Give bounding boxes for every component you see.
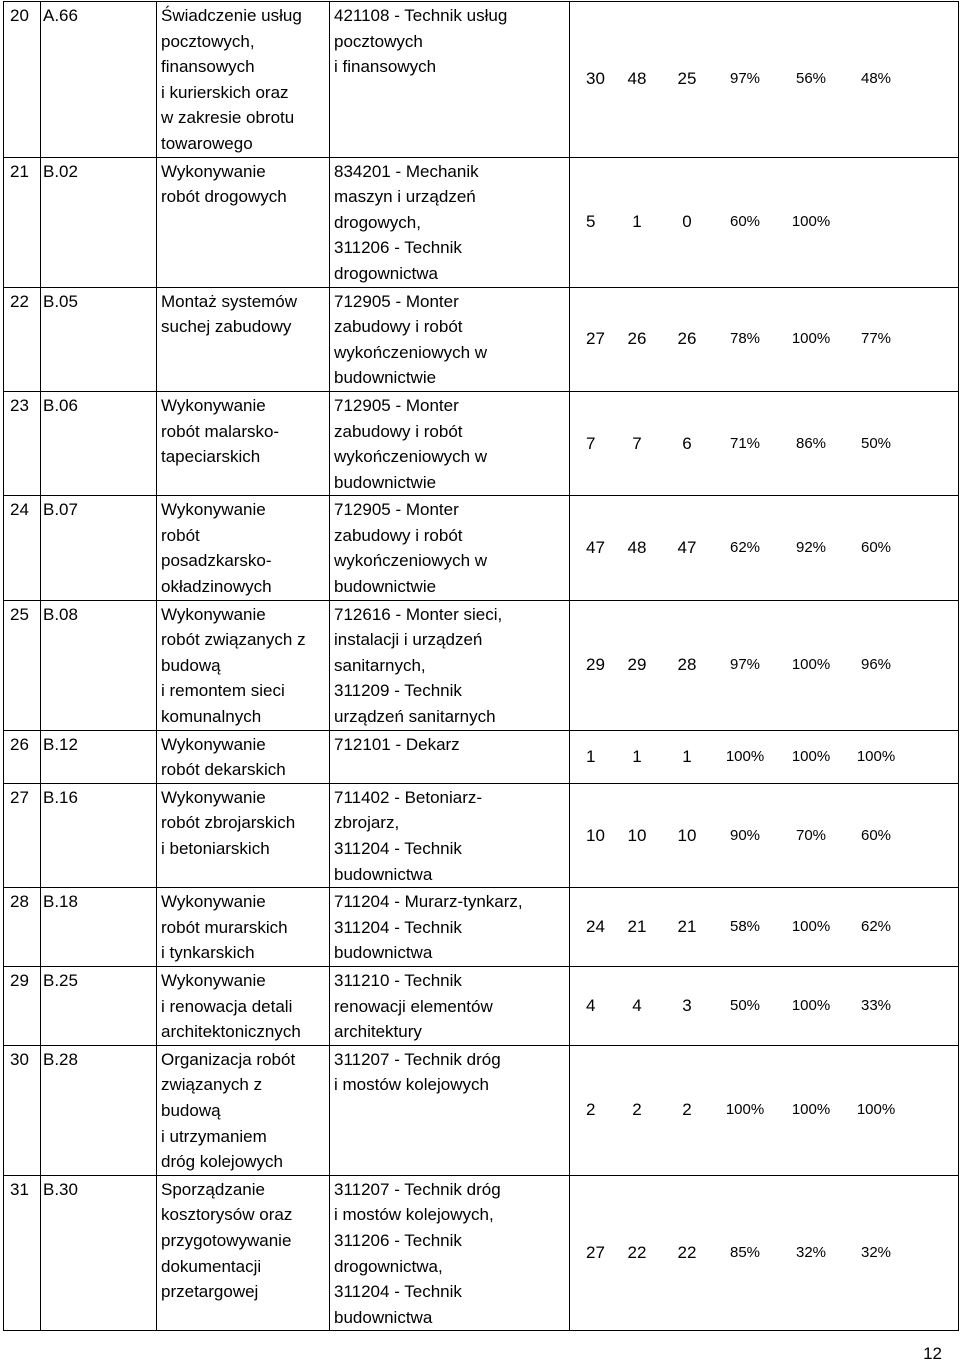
- qualification-name-line: dokumentacji: [161, 1256, 262, 1276]
- stat-percent-2: 100%: [791, 213, 831, 231]
- stats-line: [570, 914, 958, 940]
- stat-percent-2: 100%: [791, 918, 831, 936]
- qualification-name-line: robót: [161, 525, 200, 545]
- qualification-name-line: robót dekarskich: [161, 760, 286, 780]
- qualification-name-line: i renowacja detali: [161, 996, 293, 1016]
- stats-line: [570, 1097, 958, 1123]
- profession-line: wykończeniowych w: [334, 551, 488, 571]
- row-number: 25: [4, 600, 41, 730]
- qualification-name-line: robót drogowych: [161, 187, 287, 207]
- qualification-name-line: budową: [161, 1100, 221, 1120]
- qualification-code: B.08: [41, 600, 157, 730]
- stats-line: [570, 535, 958, 561]
- qualification-name-line: posadzkarsko-: [161, 551, 272, 571]
- stat-percent-1: 97%: [729, 70, 761, 88]
- profession-list: [330, 783, 570, 887]
- qualification-name-line: robót zbrojarskich: [161, 813, 296, 833]
- qualification-name: [157, 391, 330, 495]
- stat-count-3: 47: [677, 538, 697, 558]
- qualification-name-line: Wykonywanie: [161, 734, 266, 754]
- qualification-name: [157, 730, 330, 783]
- stat-percent-1: 60%: [729, 213, 761, 231]
- table-row: [4, 730, 959, 783]
- stat-count-1: 30: [586, 69, 605, 89]
- stats-line: [570, 66, 958, 92]
- qualification-name-line: Wykonywanie: [161, 161, 266, 181]
- exam-statistics: [570, 2, 959, 158]
- stat-count-3: 28: [677, 655, 697, 675]
- qualification-name-line: i remontem sieci: [161, 681, 285, 701]
- stat-percent-2: 100%: [791, 997, 831, 1015]
- stat-count-3: 3: [682, 996, 692, 1016]
- qualification-name-line: i utrzymaniem: [161, 1126, 267, 1146]
- qualification-name: [157, 1175, 330, 1331]
- row-number: 24: [4, 496, 41, 600]
- exam-statistics: [570, 1175, 959, 1331]
- exam-statistics: [570, 783, 959, 887]
- row-number: 23: [4, 391, 41, 495]
- qualification-name-line: tapeciarskich: [161, 447, 261, 467]
- stat-count-2: 10: [627, 825, 647, 845]
- profession-line: 712616 - Monter sieci,: [334, 604, 503, 624]
- profession-line: maszyn i urządzeń: [334, 187, 476, 207]
- stat-count-3: 6: [682, 433, 692, 453]
- qualification-name-line: okładzinowych: [161, 577, 272, 597]
- qualification-name-line: budową: [161, 655, 221, 675]
- profession-line: 311207 - Technik dróg: [334, 1179, 501, 1199]
- profession-line: i finansowych: [334, 57, 437, 77]
- qualification-code: B.16: [41, 783, 157, 887]
- stat-count-3: 2: [682, 1100, 692, 1120]
- qualification-name-line: Wykonywanie: [161, 970, 266, 990]
- profession-line: 311204 - Technik: [334, 917, 462, 937]
- profession-line: budownictwa: [334, 1307, 433, 1327]
- profession-line: drogowych,: [334, 212, 421, 232]
- profession-list: [330, 730, 570, 783]
- qualification-name-line: i kurierskich oraz: [161, 82, 289, 102]
- stat-percent-3: 60%: [860, 539, 892, 557]
- stat-count-1: 5: [586, 212, 596, 232]
- qualification-name-line: Organizacja robót: [161, 1049, 296, 1069]
- stat-count-1: 7: [586, 433, 596, 453]
- qualification-name: [157, 783, 330, 887]
- qualification-name-line: robót związanych z: [161, 630, 306, 650]
- stat-count-1: 10: [586, 825, 605, 845]
- qualification-name: [157, 157, 330, 287]
- qualification-name: [157, 2, 330, 158]
- row-number: 30: [4, 1045, 41, 1175]
- stat-count-3: 22: [677, 1243, 697, 1263]
- stat-percent-3: 100%: [856, 1101, 896, 1119]
- profession-list: [330, 600, 570, 730]
- profession-line: urządzeń sanitarnych: [334, 707, 496, 727]
- stat-count-3: 1: [682, 746, 692, 766]
- profession-list: [330, 391, 570, 495]
- profession-line: budownictwie: [334, 472, 437, 492]
- row-number: 21: [4, 157, 41, 287]
- profession-line: budownictwa: [334, 864, 433, 884]
- qualification-name-line: i tynkarskich: [161, 943, 255, 963]
- qualification-name-line: towarowego: [161, 133, 253, 153]
- profession-line: budownictwa: [334, 943, 433, 963]
- profession-line: budownictwie: [334, 368, 437, 388]
- table-body: [4, 2, 959, 1331]
- exam-statistics: [570, 157, 959, 287]
- stat-count-3: 0: [682, 212, 692, 232]
- qualification-name-line: przygotowywanie: [161, 1230, 292, 1250]
- stats-line: [570, 209, 958, 235]
- stat-count-1: 27: [586, 329, 605, 349]
- profession-list: [330, 966, 570, 1045]
- qualification-code: A.66: [41, 2, 157, 158]
- row-number: 31: [4, 1175, 41, 1331]
- stat-percent-2: 70%: [795, 826, 827, 844]
- qualification-code: B.28: [41, 1045, 157, 1175]
- profession-line: budownictwie: [334, 577, 437, 597]
- stats-line: [570, 744, 958, 770]
- profession-list: [330, 1175, 570, 1331]
- profession-list: [330, 2, 570, 158]
- qualification-name-line: w zakresie obrotu: [161, 108, 295, 128]
- stat-count-2: 21: [627, 917, 647, 937]
- qualification-name: [157, 966, 330, 1045]
- exam-statistics: [570, 966, 959, 1045]
- qualification-code: B.02: [41, 157, 157, 287]
- qualification-name-line: Wykonywanie: [161, 604, 266, 624]
- qualification-name: [157, 888, 330, 967]
- row-number: 22: [4, 287, 41, 391]
- qualification-name-line: pocztowych,: [161, 31, 255, 51]
- profession-line: instalacji i urządzeń: [334, 630, 483, 650]
- profession-line: 311210 - Technik: [334, 970, 462, 990]
- qualification-code: B.18: [41, 888, 157, 967]
- profession-line: zabudowy i robót: [334, 317, 463, 337]
- row-number: 28: [4, 888, 41, 967]
- qualification-name-line: komunalnych: [161, 707, 262, 727]
- stat-percent-2: 32%: [795, 1244, 827, 1262]
- exam-statistics: [570, 730, 959, 783]
- stat-count-1: 27: [586, 1243, 605, 1263]
- stat-count-2: 48: [627, 538, 647, 558]
- profession-list: [330, 888, 570, 967]
- qualification-name: [157, 600, 330, 730]
- profession-line: drogownictwa,: [334, 1256, 443, 1276]
- stat-count-2: 7: [632, 433, 642, 453]
- profession-line: 311204 - Technik: [334, 1282, 462, 1302]
- row-number: 26: [4, 730, 41, 783]
- profession-line: 311204 - Technik: [334, 839, 462, 858]
- stats-line: [570, 326, 958, 352]
- profession-line: 311206 - Technik: [334, 1230, 462, 1250]
- exam-statistics: [570, 287, 959, 391]
- profession-list: [330, 496, 570, 600]
- profession-line: 711402 - Betoniarz-: [334, 787, 483, 807]
- profession-line: zabudowy i robót: [334, 525, 463, 545]
- profession-line: 712905 - Monter: [334, 395, 459, 415]
- stat-percent-2: 100%: [791, 747, 831, 765]
- qualification-name: [157, 496, 330, 600]
- stat-percent-1: 100%: [725, 747, 765, 765]
- stats-line: [570, 823, 958, 849]
- profession-line: 311207 - Technik dróg: [334, 1049, 501, 1069]
- stat-percent-3: 96%: [860, 656, 892, 674]
- table-row: [4, 287, 959, 391]
- exam-statistics: [570, 1045, 959, 1175]
- profession-line: 311209 - Technik: [334, 681, 462, 701]
- qualification-name-line: Wykonywanie: [161, 892, 266, 912]
- stat-percent-2: 86%: [795, 434, 827, 452]
- profession-line: renowacji elementów: [334, 996, 493, 1016]
- exam-statistics: [570, 600, 959, 730]
- stat-percent-3: 50%: [860, 434, 892, 452]
- qualification-name-line: architektonicznych: [161, 1022, 301, 1042]
- profession-line: wykończeniowych w: [334, 447, 488, 467]
- row-number: 29: [4, 966, 41, 1045]
- profession-list: [330, 287, 570, 391]
- stat-count-2: 48: [627, 69, 647, 89]
- qualification-name-line: związanych z: [161, 1075, 263, 1095]
- qualification-code: B.05: [41, 287, 157, 391]
- stat-count-1: 29: [586, 655, 605, 675]
- qualification-name-line: Wykonywanie: [161, 395, 266, 415]
- qualification-name: [157, 1045, 330, 1175]
- profession-line: 712905 - Monter: [334, 291, 459, 311]
- stat-percent-3: 33%: [860, 997, 892, 1015]
- stat-count-3: 26: [677, 329, 697, 349]
- stat-count-3: 10: [677, 825, 697, 845]
- qualification-name-line: i betoniarskich: [161, 839, 270, 858]
- qualification-name-line: suchej zabudowy: [161, 317, 292, 337]
- stat-count-1: 2: [586, 1100, 596, 1120]
- profession-line: sanitarnych,: [334, 655, 426, 675]
- qualification-name-line: dróg kolejowych: [161, 1152, 283, 1172]
- qualification-name-line: Wykonywanie: [161, 787, 266, 807]
- table-row: [4, 966, 959, 1045]
- stat-percent-2: 100%: [791, 1101, 831, 1119]
- qualification-name-line: Wykonywanie: [161, 500, 266, 520]
- stat-count-2: 29: [627, 655, 647, 675]
- stat-count-1: 24: [586, 917, 605, 937]
- stat-percent-3: 77%: [860, 330, 892, 348]
- table-row: [4, 2, 959, 158]
- profession-line: 421108 - Technik usług: [334, 6, 508, 25]
- profession-list: [330, 157, 570, 287]
- stats-line: [570, 431, 958, 457]
- profession-line: i mostów kolejowych: [334, 1075, 489, 1095]
- stat-count-3: 21: [677, 917, 697, 937]
- profession-line: 711204 - Murarz-tynkarz,: [334, 892, 523, 912]
- profession-line: pocztowych: [334, 31, 423, 51]
- qualification-code: B.30: [41, 1175, 157, 1331]
- stats-line: [570, 1240, 958, 1266]
- stat-percent-1: 71%: [729, 434, 761, 452]
- stat-percent-2: 100%: [791, 656, 831, 674]
- stat-percent-1: 85%: [729, 1244, 761, 1262]
- qualification-name-line: Montaż systemów: [161, 291, 298, 311]
- stat-count-1: 4: [586, 996, 596, 1016]
- exam-statistics: [570, 496, 959, 600]
- qualification-name-line: Sporządzanie: [161, 1179, 265, 1199]
- qualification-code: B.25: [41, 966, 157, 1045]
- stat-count-2: 2: [632, 1100, 642, 1120]
- exam-statistics: [570, 391, 959, 495]
- profession-line: i mostów kolejowych,: [334, 1205, 494, 1225]
- stat-percent-3: 32%: [860, 1244, 892, 1262]
- stat-count-2: 1: [632, 212, 642, 232]
- qualification-name-line: Świadczenie usług: [161, 6, 302, 25]
- stats-line: [570, 652, 958, 678]
- qualification-code: B.06: [41, 391, 157, 495]
- stat-percent-3: 100%: [856, 747, 896, 765]
- table-row: [4, 888, 959, 967]
- profession-line: zabudowy i robót: [334, 421, 463, 441]
- qualifications-table: [3, 1, 959, 1331]
- stat-percent-1: 100%: [725, 1101, 765, 1119]
- qualification-name-line: kosztorysów oraz: [161, 1205, 293, 1225]
- qualification-name: [157, 287, 330, 391]
- profession-line: 712905 - Monter: [334, 500, 459, 520]
- qualification-code: B.12: [41, 730, 157, 783]
- row-number: 27: [4, 783, 41, 887]
- stat-percent-1: 78%: [729, 330, 761, 348]
- table-row: [4, 1045, 959, 1175]
- stat-percent-1: 97%: [729, 656, 761, 674]
- table-row: [4, 1175, 959, 1331]
- stat-count-1: 1: [586, 746, 596, 766]
- stat-count-2: 22: [627, 1243, 647, 1263]
- stat-percent-2: 56%: [795, 70, 827, 88]
- qualification-code: B.07: [41, 496, 157, 600]
- table-row: [4, 157, 959, 287]
- stat-percent-3: 60%: [860, 826, 892, 844]
- qualification-name-line: przetargowej: [161, 1282, 259, 1302]
- stat-count-1: 47: [586, 538, 605, 558]
- stat-percent-1: 90%: [729, 826, 761, 844]
- profession-line: wykończeniowych w: [334, 342, 488, 362]
- stat-count-2: 4: [632, 996, 642, 1016]
- stat-percent-1: 58%: [729, 918, 761, 936]
- stat-percent-3: 62%: [860, 918, 892, 936]
- stat-count-2: 1: [632, 746, 642, 766]
- qualification-name-line: finansowych: [161, 57, 255, 77]
- table-row: [4, 600, 959, 730]
- stats-line: [570, 993, 958, 1019]
- profession-line: 712101 - Dekarz: [334, 734, 460, 754]
- profession-line: zbrojarz,: [334, 813, 400, 833]
- exam-statistics: [570, 888, 959, 967]
- stat-percent-2: 100%: [791, 330, 831, 348]
- stat-percent-1: 50%: [729, 997, 761, 1015]
- row-number: 20: [4, 2, 41, 158]
- profession-line: drogownictwa: [334, 263, 438, 283]
- profession-line: 311206 - Technik: [334, 238, 462, 258]
- page-number: 12: [923, 1344, 942, 1363]
- table-row: [4, 496, 959, 600]
- qualification-name-line: robót malarsko-: [161, 421, 280, 441]
- stat-percent-2: 92%: [795, 539, 827, 557]
- table-row: [4, 783, 959, 887]
- qualification-name-line: robót murarskich: [161, 917, 288, 937]
- stat-percent-1: 62%: [729, 539, 761, 557]
- table-row: [4, 391, 959, 495]
- profession-list: [330, 1045, 570, 1175]
- profession-line: 834201 - Mechanik: [334, 161, 479, 181]
- stat-count-2: 26: [627, 329, 647, 349]
- profession-line: architektury: [334, 1022, 422, 1042]
- stat-count-3: 25: [677, 69, 697, 89]
- stat-percent-3: 48%: [860, 70, 892, 88]
